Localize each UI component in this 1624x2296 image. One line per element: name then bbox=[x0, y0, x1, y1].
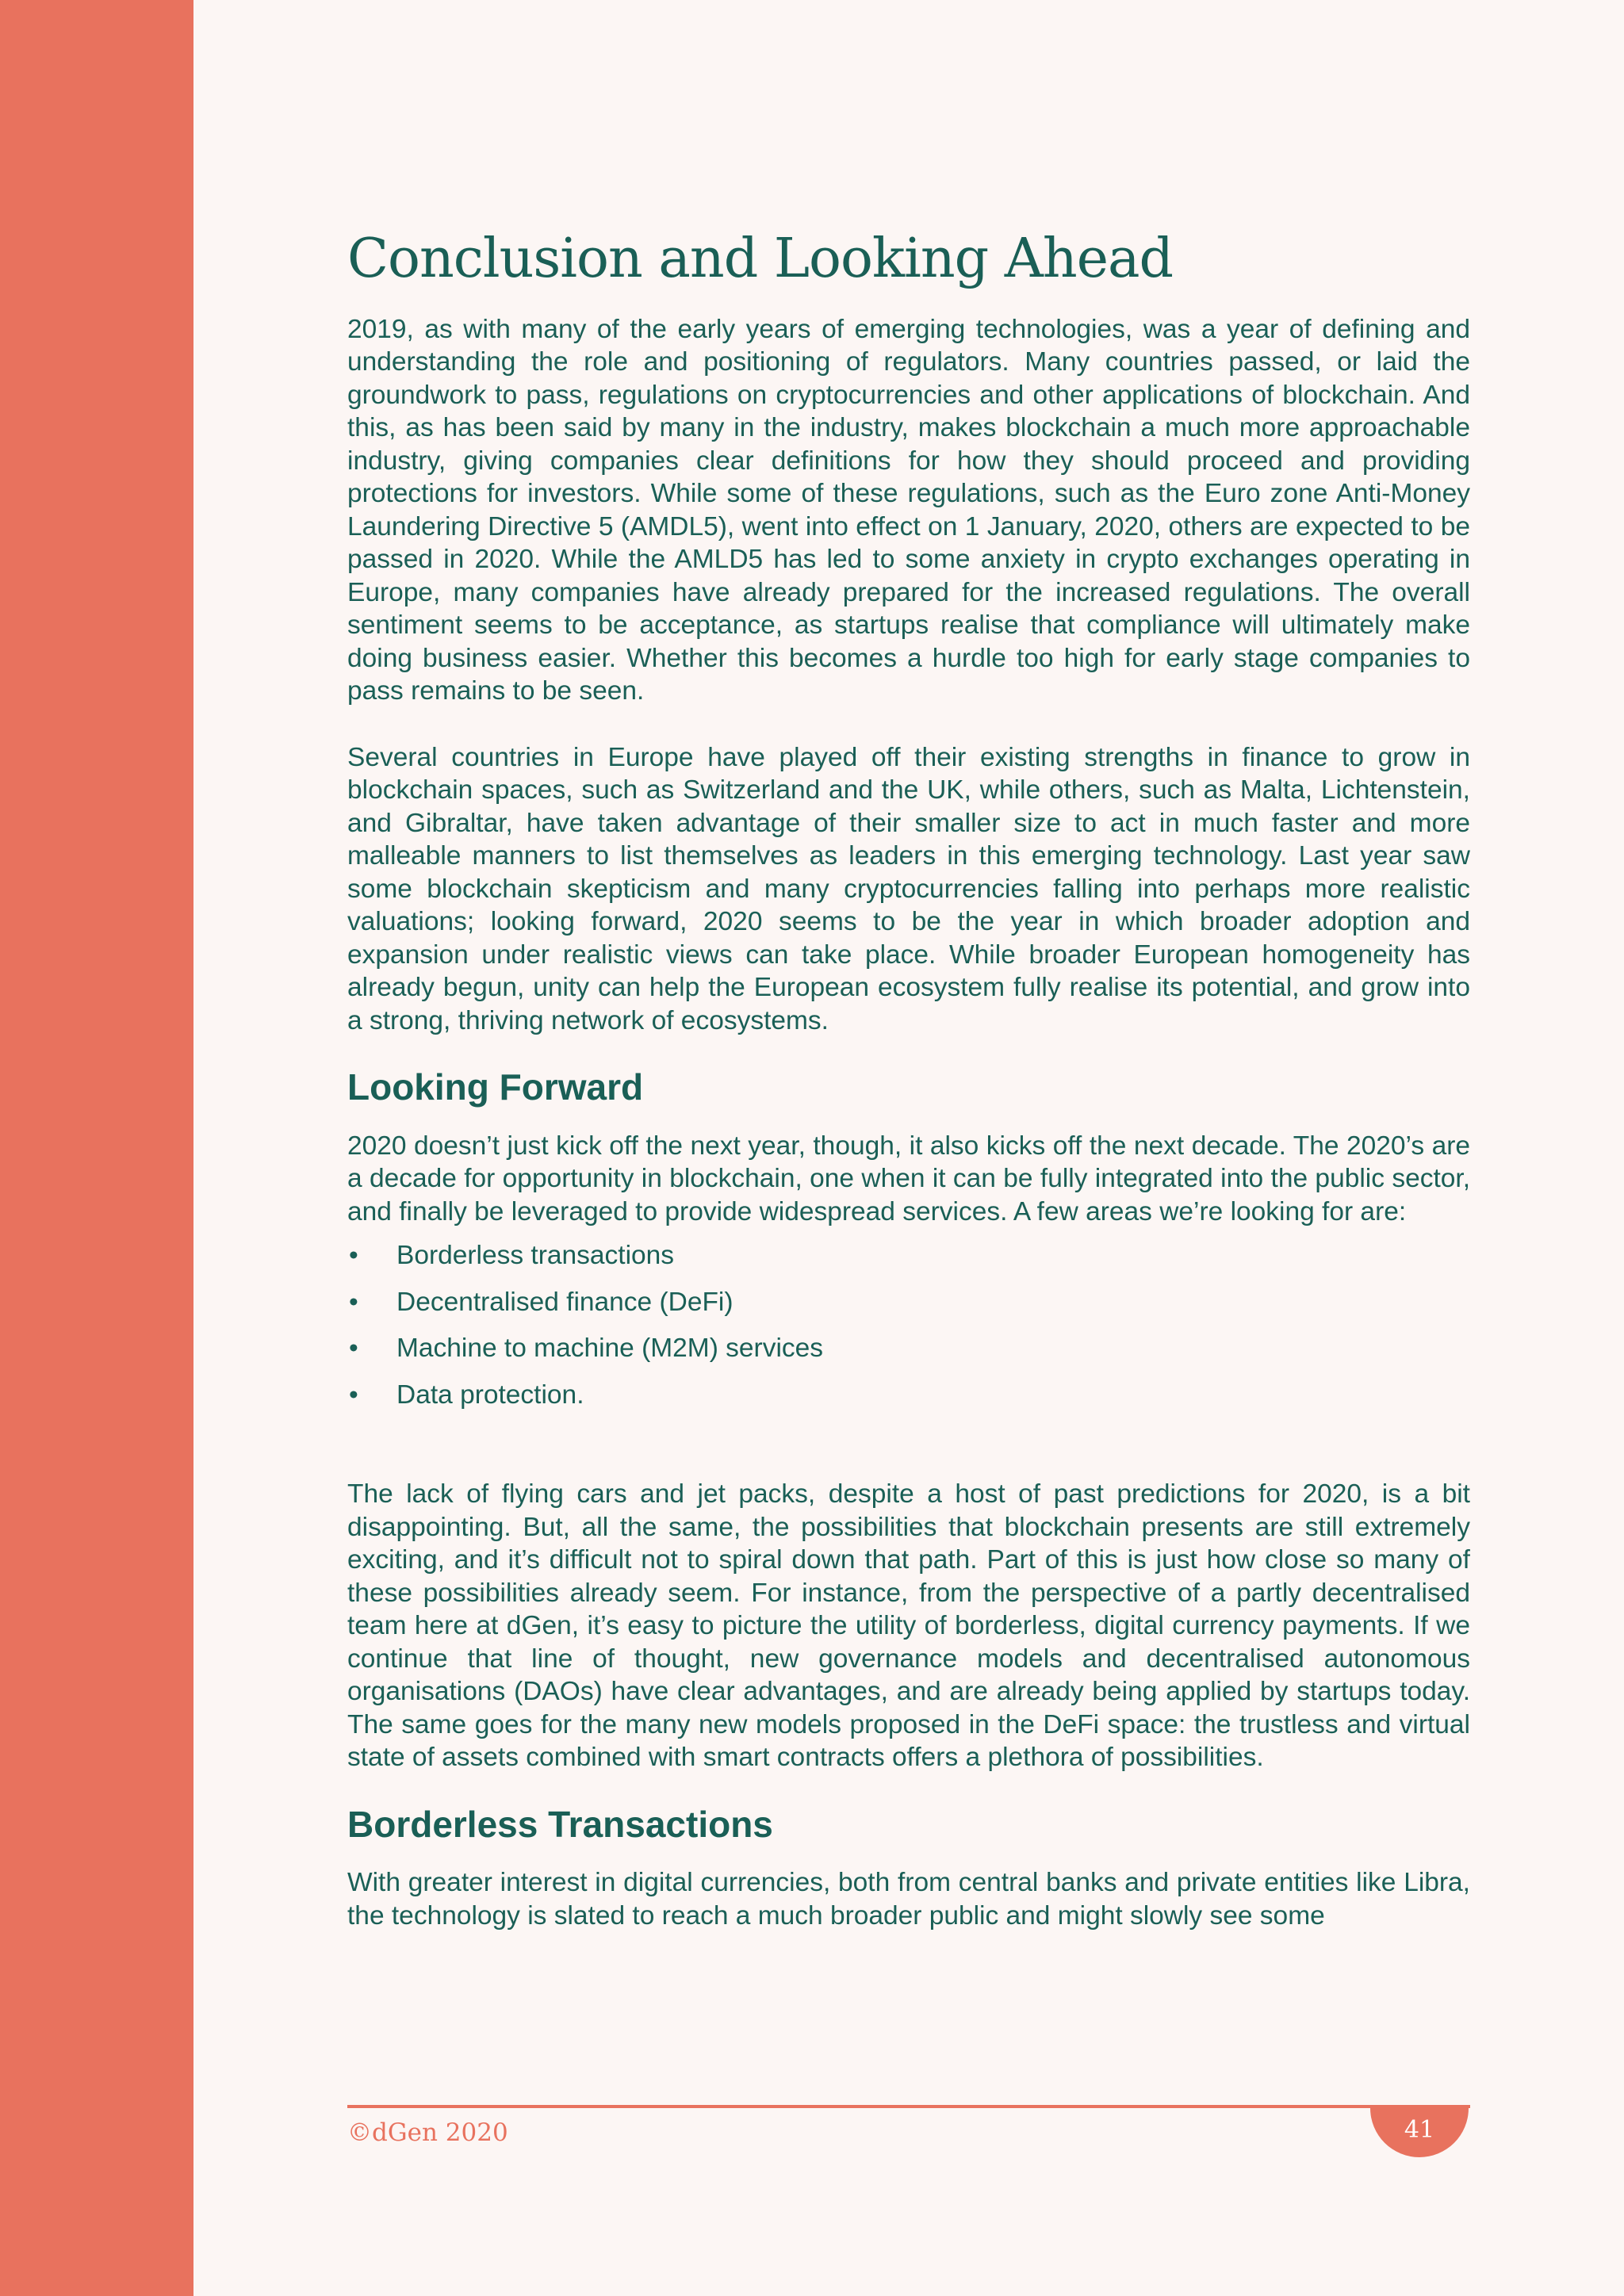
looking-forward-intro: 2020 doesn’t just kick off the next year, though, it also kicks off the next decade. The 2020’s are a decade for opportunity in blockchain, one when it can be fully integrated into the public sector, and finally be leveraged to provide widespread services. A few areas we’re looking for are: bbox=[347, 1131, 1470, 1226]
bullet-icon: • bbox=[349, 1334, 358, 1364]
list-item-text: Data protection. bbox=[396, 1380, 584, 1410]
borderless-transactions-paragraph: With greater interest in digital currencies, both from central banks and private entities like Libra, the technology is slated to reach a much broader public and might slowly see some bbox=[347, 1868, 1470, 1931]
list-item-text: Decentralised finance (DeFi) bbox=[396, 1287, 733, 1317]
list-item bbox=[347, 1379, 1470, 1412]
footer-copyright: ©dGen 2020 bbox=[347, 2118, 508, 2147]
side-color-bar bbox=[0, 0, 193, 2296]
intro-paragraph-2: Several countries in Europe have played off their existing strengths in finance to grow in blockchain spaces, such as Switzerland and the UK, while others, such as Malta, Lichtenstein, and Gibraltar, have taken advantage of their smaller size to act in much faster and more malleable manners to list themselves as leaders in this emerging technology. Last year saw some blockchain skepticism and many cryptocurrencies falling into perhaps more realistic valuations; looking forward, 2020 seems to be the year in which broader adoption and expansion under realistic views can take place. While broader European homogeneity has already begun, unity can help the European ecosystem fully realise its potential, and grow into a strong, thriving network of ecosystems. bbox=[347, 742, 1470, 1035]
bullet-icon: • bbox=[349, 1380, 358, 1410]
list-item bbox=[347, 1332, 1470, 1365]
bullet-icon: • bbox=[349, 1241, 358, 1271]
looking-forward-closing: The lack of flying cars and jet packs, despite a host of past predictions for 2020, is a bit disappointing. But, all the same, the possibilities that blockchain presents are still extremely exciting, and it’s difficult not to spiral down that path. Part of this is just how close so many of these possibilities already seem. For instance, from the perspective of a partly decentralised team here at dGen, it’s easy to picture the utility of borderless, digital currency payments. If we continue that line of thought, new governance models and decentralised autonomous organisations (DAOs) have clear advantages, and are already being applied by startups today. The same goes for the many new models proposed in the DeFi space: the trustless and virtual state of assets combined with smart contracts offers a plethora of possibilities. bbox=[347, 1479, 1470, 1773]
list-item-text: Machine to machine (M2M) services bbox=[396, 1334, 824, 1364]
list-item-text: Borderless transactions bbox=[396, 1241, 675, 1271]
page-content bbox=[347, 230, 1470, 1932]
footer-divider bbox=[347, 2105, 1470, 2108]
focus-areas-list bbox=[347, 1239, 1470, 1411]
bullet-icon: • bbox=[349, 1287, 358, 1317]
section-heading-borderless-transactions: Borderless Transactions bbox=[347, 1803, 773, 1845]
intro-paragraph-1: 2019, as with many of the early years of emerging technologies, was a year of defining and understanding the role and positioning of regulators. Many countries passed, or laid the groundwork to pass, regulations on cryptocurrencies and other applications of blockchain. And this, as has been said by many in the industry, makes blockchain a much more approachable industry, giving companies clear definitions for how they should proceed and providing protections for investors. While some of these regulations, such as the Euro zone Anti-Money Laundering Directive 5 (AMDL5), went into effect on 1 January, 2020, others are expected to be passed in 2020. While the AMLD5 has led to some anxiety in crypto exchanges operating in Europe, many companies have already prepared for the increased regulations. The overall sentiment seems to be acceptance, as startups realise that compliance will ultimately make doing business easier. Whether this becomes a hurdle too high for early stage companies to pass remains to be seen. bbox=[347, 314, 1470, 706]
page-number-badge: 41 bbox=[1370, 2107, 1469, 2157]
list-item bbox=[347, 1286, 1470, 1319]
list-item bbox=[347, 1239, 1470, 1272]
section-heading-looking-forward: Looking Forward bbox=[347, 1066, 644, 1108]
page-title: Conclusion and Looking Ahead bbox=[347, 228, 1174, 290]
